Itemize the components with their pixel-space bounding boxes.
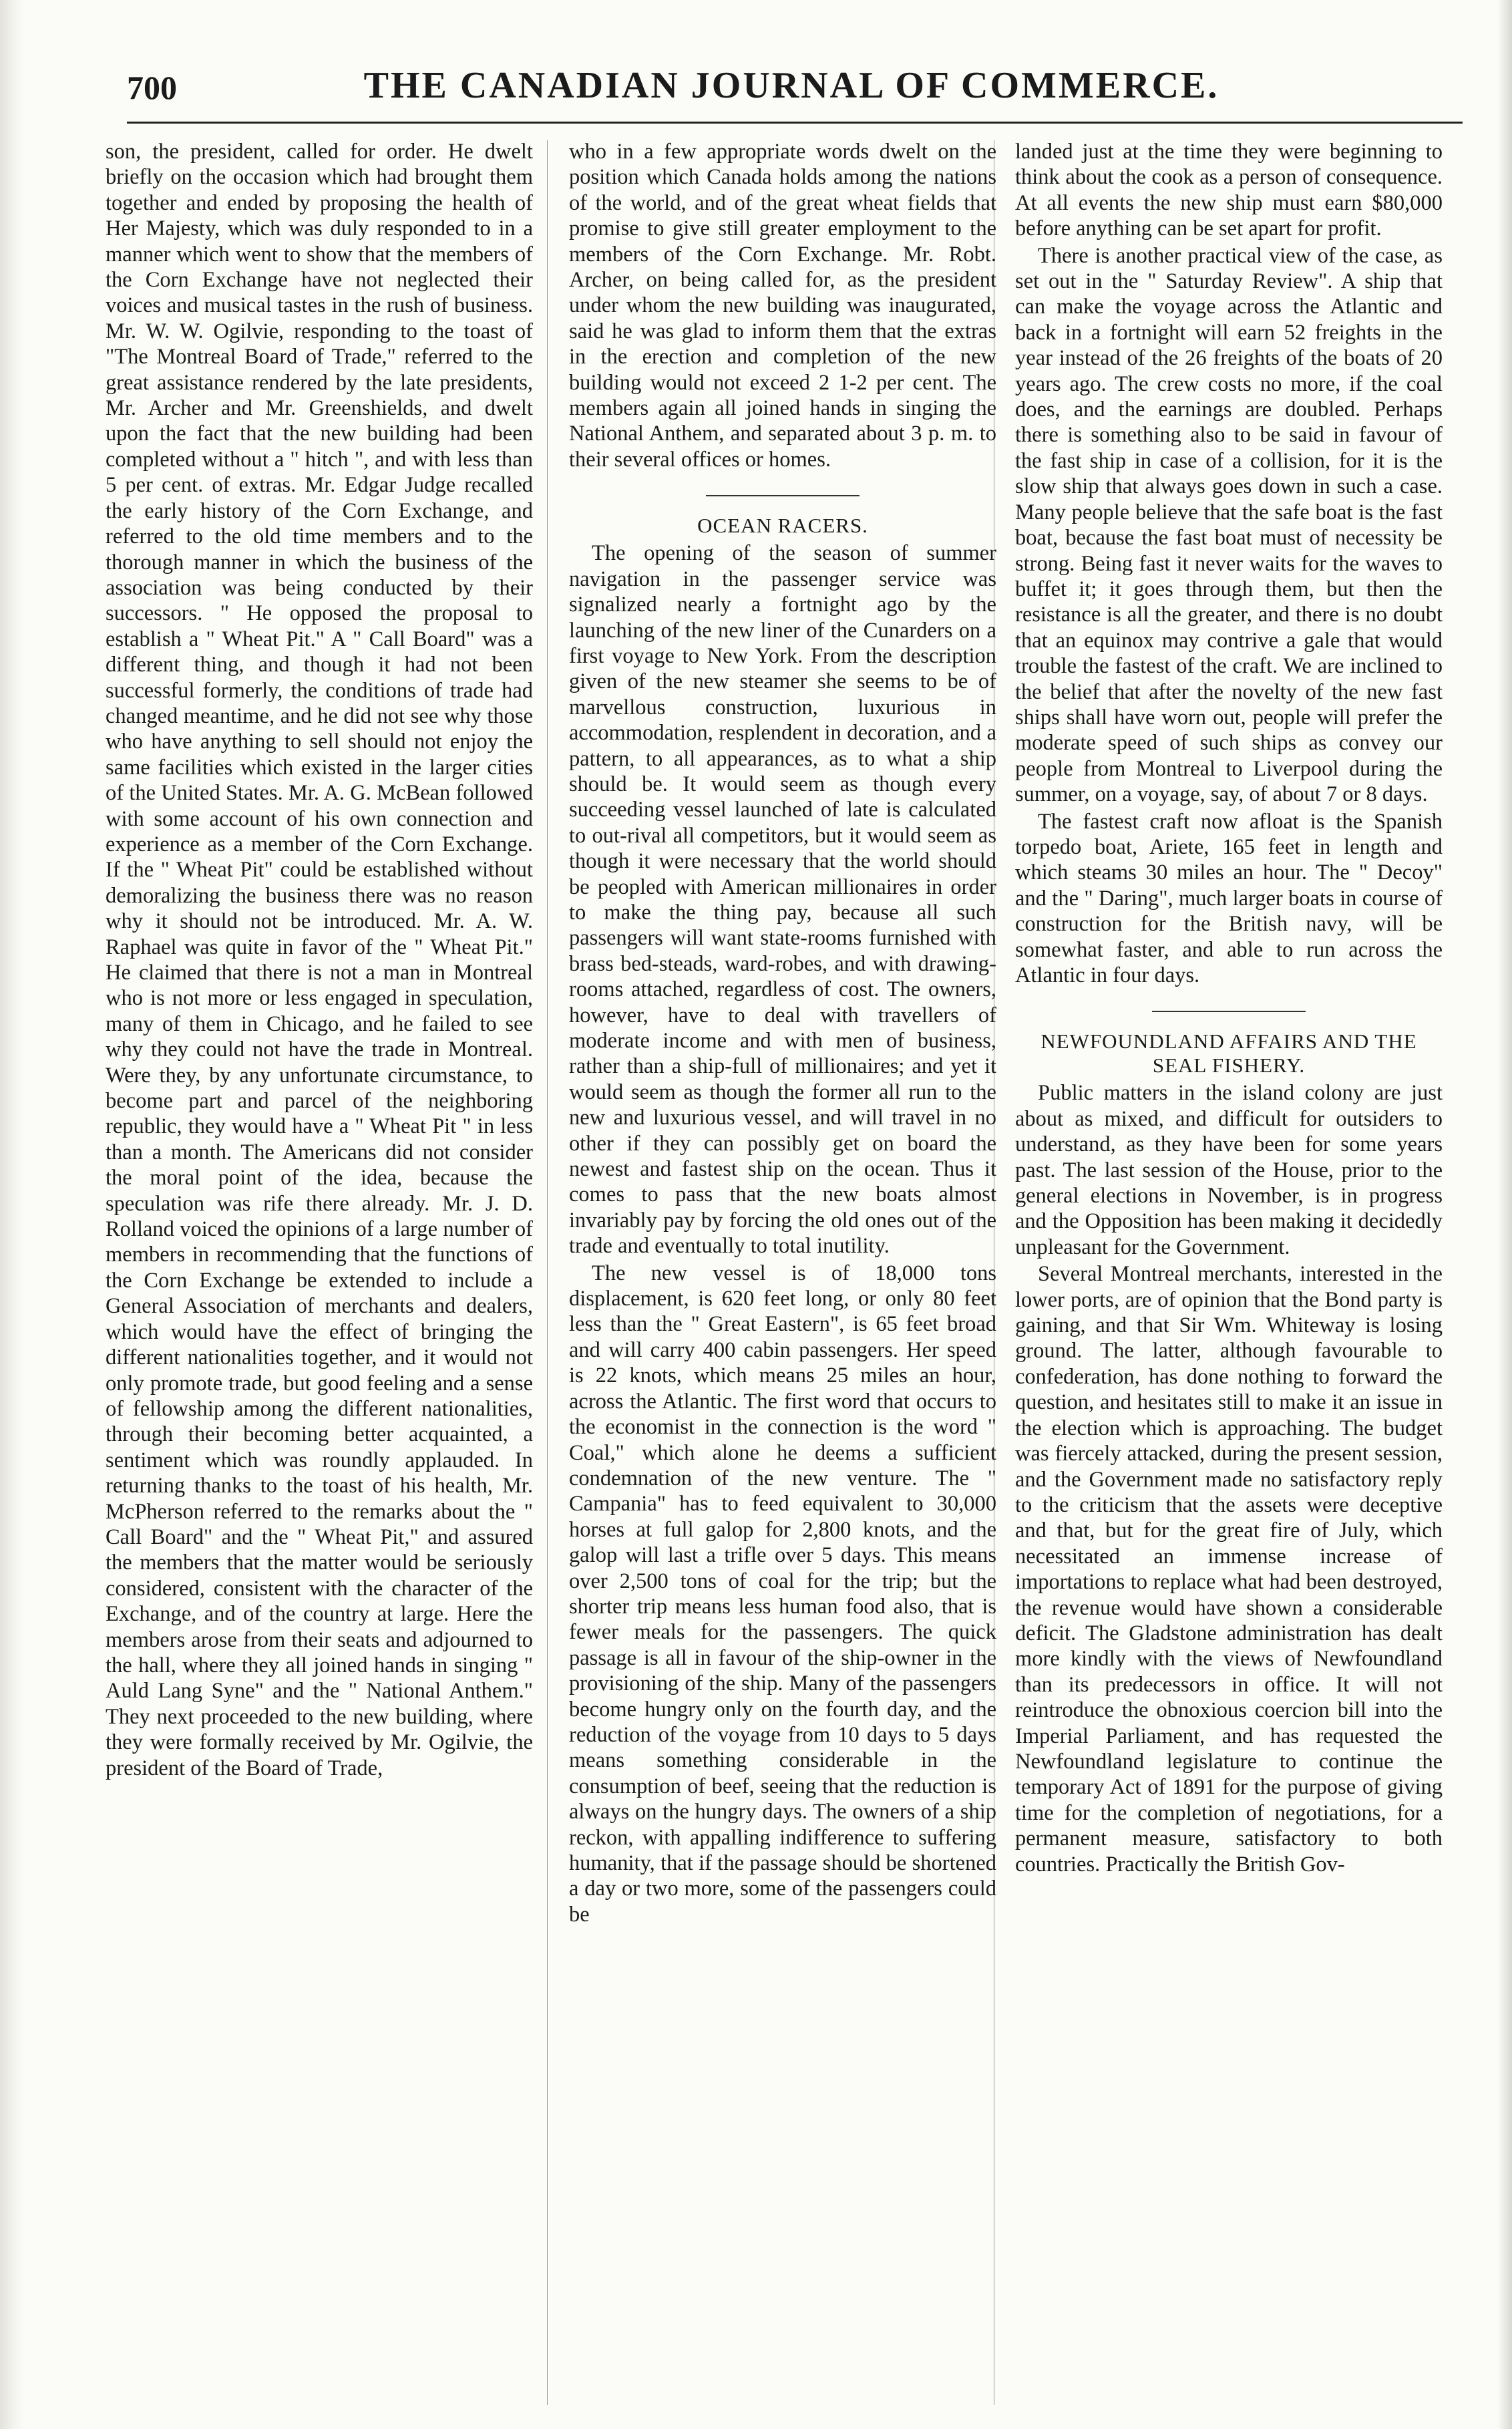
ocean-racers-headline: OCEAN RACERS.	[697, 514, 868, 538]
column-1-paragraph: son, the president, called for order. He dwelt briefly on the occasion which had brought them together and ended by proposing the health of Her Majesty, which was duly responded to in a manner which went to show that the members of the Corn Exchange have not neglected their voices and musical tastes in the rush of business. Mr. W. W. Ogilvie, responding to the toast of "The Montreal Board of Trade," referred to the great assistance rendered by the late presidents, Mr. Archer and Mr. Greenshields, and dwelt upon the fact that the new building had been completed without a " hitch ", and with less than 5 per cent. of extras. Mr. Edgar Judge recalled the early history of the Corn Exchange, and referred to the old time members and to the thorough manner in which the business of the association was being conducted by their successors. " He opposed the proposal to establish a " Wheat Pit." A " Call Board" was a different thing, and though it had not been successful formerly, the conditions of trade had changed meantime, and he did not see why those who have anything to sell should not enjoy the same facilities which existed in the larger cities of the United States. Mr. A. G. McBean followed with some account of his own connection and experience as a member of the Corn Exchange. If the " Wheat Pit" could be established without demoralizing the business there was no reason why it should not be introduced. Mr. A. W. Raphael was quite in favor of the " Wheat Pit." He claimed that there is not a man in Montreal who is not more or less engaged in speculation, many of them in Chicago, and he failed to see why they could not have the trade in Montreal. Were they, by any unfortunate circumstance, to become part and parcel of the neighboring republic, they would have a " Wheat Pit " in less than a month. The Americans did not consider the moral point of the idea, because the speculation was rife there already. Mr. J. D. Rolland voiced the opinions of a large number of members in recommending that the functions of the Corn Exchange be extended to include a General Association of merchants and dealers, which would have the effect of bringing the different nationalities together, and it would not only promote trade, but good feeling and a sense of fellowship among the different nationalities, through their becoming better acquainted, a sentiment which was roundly applauded. In returning thanks to the toast of his health, Mr. McPherson referred to the remarks about the " Call Board" and the " Wheat Pit," and assured the members that the matter would be seriously considered, consistent with the character of the Exchange, and of the country at large. Here the members arose from their seats and adjourned to the hall, where they all joined hands in singing " Auld Lang Syne" and the " National Anthem." They next proceeded to the new building, where they were formally received by Mr. Ogilvie, the president of the Board of Trade,	[106, 140, 533, 1780]
corn-exchange-continuation: who in a few appropriate words dwelt on the position which Canada holds among the nations of the world, and of the great wheat fields that promise to give still greater employment to the members of the Corn Exchange. Mr. Robt. Archer, on being called for, as the president under whom the new building was inaugurated, said he was glad to inform them that the extras in the erection and completion of the new building would not exceed 2 1-2 per cent. The members again all joined hands in singing the National Anthem, and separated about 3 p. m. to their several offices or homes.	[569, 140, 996, 472]
newfoundland-headline: NEWFOUNDLAND AFFAIRS AND THE SEAL FISHERY.	[1041, 1029, 1417, 1078]
article-separator	[706, 495, 860, 496]
article-separator	[1152, 1011, 1306, 1012]
header-rule	[127, 122, 1463, 124]
ocean-racers-paragraph: The fastest craft now afloat is the Spanish torpedo boat, Ariete, 165 feet in length and which steams 30 miles an hour. The " Decoy" and the " Daring", much larger boats in course of construction for the British navy, will be somewhat faster, and able to run across the Atlantic in four days.	[1015, 809, 1443, 987]
masthead-title: THE CANADIAN JOURNAL OF COMMERCE.	[363, 65, 1219, 106]
column-3	[1015, 139, 1443, 2405]
column-2	[569, 139, 996, 2405]
page-header	[127, 64, 1456, 111]
newfoundland-paragraph: Public matters in the island colony are just about as mixed, and difficult for outsiders to understand, as they have been for some years past. The last session of the House, prior to the general elections in November, is in progress and the Opposition has been making it decidedly unpleasant for the Government.	[1015, 1081, 1443, 1259]
page-number: 700	[127, 69, 177, 106]
ocean-racers-paragraph: The opening of the season of summer navigation in the passenger service was signalized nearly a fortnight ago by the launching of the new liner of the Cunarders on a first voyage to New York. From the description given of the new steamer she seems to be of marvellous construction, luxurious in accommodation, resplendent in decoration, and a pattern, to all appearances, as to what a ship should be. It would seem as though every succeeding vessel launched of late is calculated to out-rival all competitors, but it would seem as though it were necessary that the world should be peopled with American millionaires in order to make the thing pay, because all such passengers will want state-rooms furnished with brass bed-steads, ward-robes, and with drawing-rooms attached, regardless of cost. The owners, however, have to deal with travellers of moderate income and with men of business, rather than a ship-full of millionaires; and yet it would seem as though the former all run to the new and luxurious vessel, and will travel in no other if they can possibly get on board the newest and fastest ship on the ocean. Thus it comes to pass that the new boats almost invariably pay by forcing the old ones out of the trade and eventually to total inutility.	[569, 541, 996, 1259]
ocean-racers-paragraph: The new vessel is of 18,000 tons displacement, is 620 feet long, or only 80 feet less than the " Great Eastern", is 65 feet broad and will carry 400 cabin passengers. Her speed is 22 knots, which means 25 miles an hour, across the Atlantic. The first word that occurs to the economist in the connection is the word " Coal," which alone he deems a sufficient condemnation of the new venture. The " Campania" has to feed equivalent to 30,000 horses at full galop for 2,800 knots, and the galop will last a trifle over 5 days. This means over 2,500 tons of coal for the trip; but the shorter trip means less human food also, that is fewer meals for the passengers. The quick passage is all in favour of the ship-owner in the provisioning of the ship. Many of the passengers become hungry only on the fourth day, and the reduction of the voyage from 10 days to 5 days means something considerable in the consumption of beef, seeing that the reduction is always on the hungry days. The owners of a ship reckon, with appalling indifference to suffering humanity, that if the passage should be shortened a day or two more, some of the passengers could be	[569, 1261, 996, 1927]
scan-edge-left	[0, 0, 24, 2429]
ocean-racers-continuation: landed just at the time they were beginning to think about the cook as a person of consequence. At all events the new ship must earn $80,000 before anything can be set apart for profit.	[1015, 140, 1443, 241]
scan-edge-right	[1497, 0, 1512, 2429]
ocean-racers-paragraph: There is another practical view of the case, as set out in the " Saturday Review". A ship that can make the voyage across the Atlantic and back in a fortnight will earn 52 freights in the year instead of the 26 freights of the boats of 20 years ago. The crew costs no more, if the coal does, and the earnings are doubled. Perhaps there is something also to be said in favour of the fast ship in case of a collision, for it is the slow ship that always goes down in such a case. Many people believe that the safe boat is the fast boat, because the fast boat must of necessity be strong. Being fast it never waits for the waves to buffet it; it goes through them, but then the resistance is all the greater, and there is no doubt that an equinox may contrive a gale that would trouble the fastest of the craft. We are inclined to the belief that after the novelty of the new fast ships shall have worn out, people will prefer the moderate speed of such ships as convey our people from Montreal to Liverpool during the summer, on a voyage, say, of about 7 or 8 days.	[1015, 243, 1443, 807]
newfoundland-paragraph: Several Montreal merchants, interested in the lower ports, are of opinion that the Bond party is gaining, and that Sir Wm. Whiteway is losing ground. The latter, although favourable to confederation, has done nothing to forward the question, and hesitates still to make it an issue in the election which is approaching. The budget was fiercely attacked, during the present session, and the Government made no satisfactory reply to the criticism that the assets were deceptive and that, but for the great fire of July, which necessitated an immense increase of importations to replace what had been destroyed, the revenue would have shown a considerable deficit. The Gladstone administration has dealt more kindly with the views of Newfoundland than its predecessors in office. It will not reintroduce the obnoxious coercion bill into the Imperial Parliament, and has requested the Newfoundland legislature to continue the temporary Act of 1891 for the purpose of giving time for the completion of negotiations, for a permanent measure, satisfactory to both countries. Practically the British Gov-	[1015, 1262, 1443, 1877]
column-1	[106, 139, 533, 2405]
column-divider-1	[547, 140, 548, 2405]
